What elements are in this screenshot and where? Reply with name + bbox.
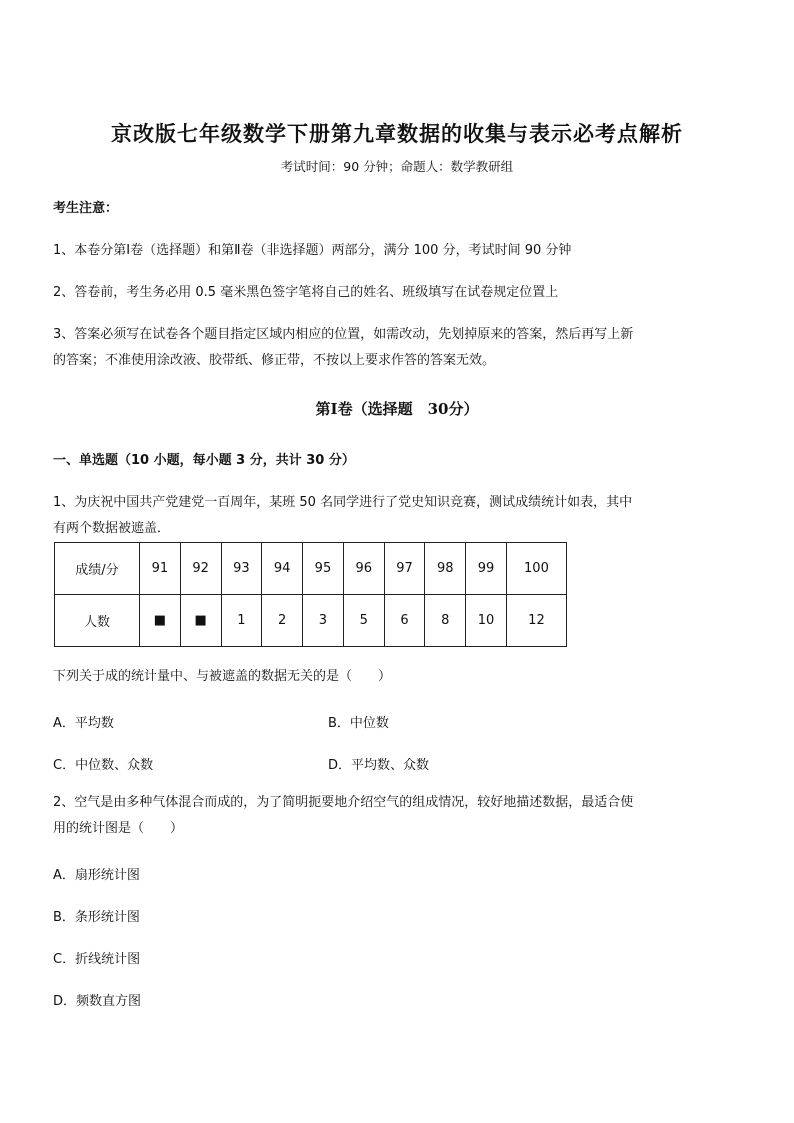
table-cell: 93 [221,543,262,595]
table-cell-covered: ■ [140,595,181,647]
q2-option-b: B．条形统计图 [53,910,140,925]
q2-stem-line-1: 2、空气是由多种气体混合而成的，为了简明扼要地介绍空气的组成情况，较好地描述数据，最适合使 [53,795,634,810]
notice-item-1: 1、本卷分第Ⅰ卷（选择题）和第Ⅱ卷（非选择题）两部分，满分 100 分，考试时间 90 分钟 [53,243,572,258]
table-cell: 99 [466,543,507,595]
table-cell: 6 [384,595,425,647]
table-cell: 100 [506,543,566,595]
q2-stem-line-2: 用的统计图是（ ） [53,821,184,836]
table-cell: 12 [506,595,566,647]
table-cell-covered: ■ [180,595,221,647]
table-cell: 10 [466,595,507,647]
table-row-scores [55,543,567,595]
q1-stem-line-1: 1、为庆祝中国共产党建党一百周年，某班 50 名同学进行了党史知识竞赛，测试成绩统计如表，其中 [53,495,633,510]
table-cell: 5 [343,595,384,647]
table-cell: 96 [343,543,384,595]
q2-option-a: A．扇形统计图 [53,868,140,883]
q1-option-a: A．平均数 [53,716,114,731]
notice-item-2: 2、答卷前，考生务必用 0.5 毫米黑色签字笔将自己的姓名、班级填写在试卷规定位置上 [53,285,559,300]
notice-item-3-continued: 的答案；不准使用涂改液、胶带纸、修正带，不按以上要求作答的答案无效。 [53,353,496,368]
q1-option-d: D．平均数、众数 [328,758,430,773]
table-cell: 95 [303,543,344,595]
q1-option-c: C．中位数、众数 [53,758,154,773]
q1-question: 下列关于成的统计量中、与被遮盖的数据无关的是（ ） [53,669,392,684]
table-cell: 1 [221,595,262,647]
q1-stem-line-2: 有两个数据被遮盖． [53,521,171,536]
table-cell: 8 [425,595,466,647]
table-cell: 2 [262,595,303,647]
notice-heading: 考生注意： [53,201,119,216]
table-cell: 92 [180,543,221,595]
document-subtitle: 考试时间：90 分钟；命题人：数学教研组 [280,159,514,174]
document-title: 京改版七年级数学下册第九章数据的收集与表示必考点解析 [111,121,683,146]
table-cell: 98 [425,543,466,595]
q2-option-d: D．频数直方图 [53,994,142,1009]
table-row-label: 人数 [55,595,140,647]
q1-option-b: B．中位数 [328,716,389,731]
score-table [54,542,567,647]
table-cell: 3 [303,595,344,647]
notice-item-3: 3、答案必须写在试卷各个题目指定区域内相应的位置，如需改动，先划掉原来的答案，然后再写上新 [53,327,634,342]
section-title: 第Ⅰ卷（选择题 30分） [315,400,479,418]
part-heading: 一、单选题（10 小题，每小题 3 分，共计 30 分） [53,453,355,468]
q2-option-c: C．折线统计图 [53,952,141,967]
table-cell: 97 [384,543,425,595]
table-row-counts [55,595,567,647]
table-cell: 91 [140,543,181,595]
table-row-label: 成绩/分 [55,543,140,595]
table-cell: 94 [262,543,303,595]
